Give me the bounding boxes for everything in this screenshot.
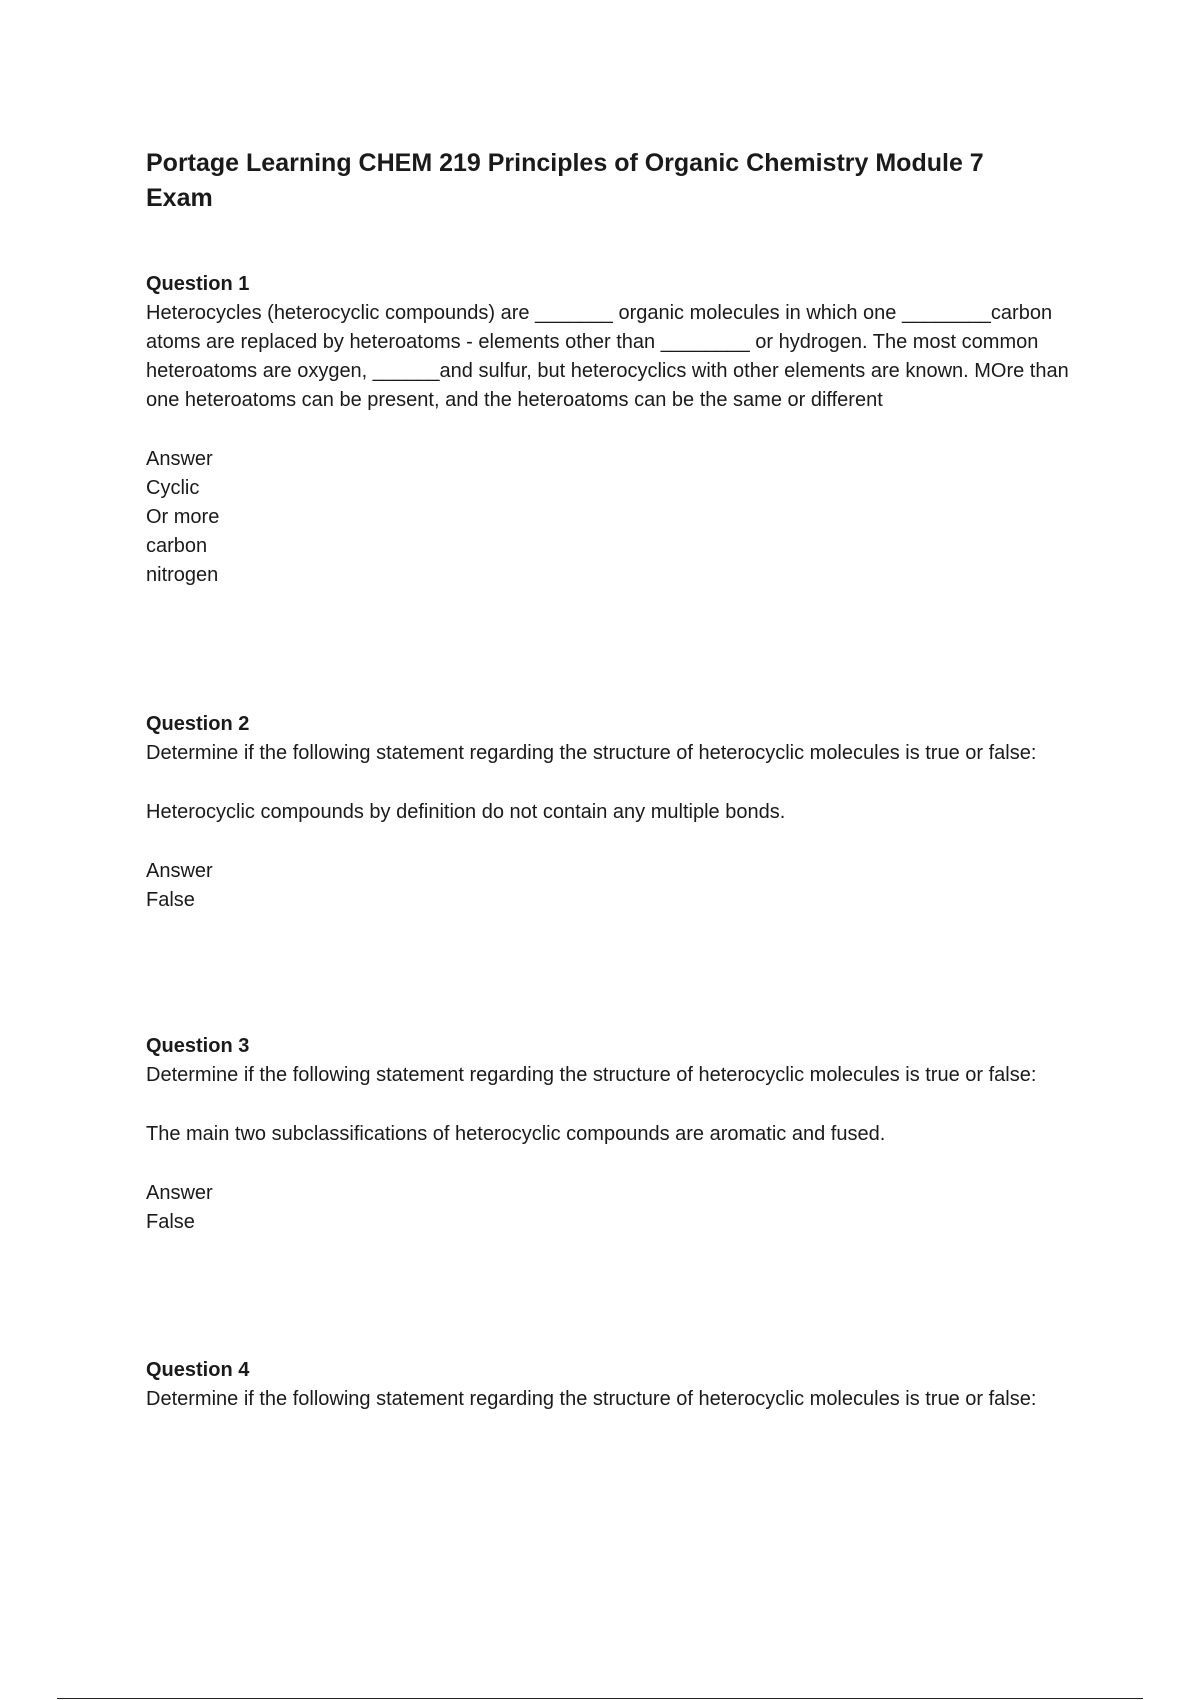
question-text: Determine if the following statement regarding the structure of heterocyclic molecules is true or false:: [146, 1064, 1037, 1086]
question-heading: Question 1: [146, 273, 250, 295]
answer-block: [146, 1179, 1086, 1237]
question-heading: Question 3: [146, 1035, 250, 1057]
answer-label: Answer: [146, 448, 213, 470]
document-title: Portage Learning CHEM 219 Principles of Organic Chemistry Module 7 Exam: [146, 149, 984, 212]
answer-block: [146, 857, 1086, 915]
question-statement: Heterocyclic compounds by definition do not contain any multiple bonds.: [146, 801, 786, 823]
question-1: [146, 270, 1086, 590]
question-text: Heterocycles (heterocyclic compounds) are _______ organic molecules in which one ________carbon atoms are replaced by heteroatoms - elements other than ________ or hydrogen. The most common heteroatoms are oxygen, ______and sulfur, but heterocyclics with other elements are known. MOre than one heteroatoms can be present, and the heteroatoms can be the same or different: [146, 302, 1069, 411]
document-page: [146, 146, 1086, 1410]
question-3: [146, 1032, 1086, 1237]
question-statement: The main two subclassifications of heterocyclic compounds are aromatic and fused.: [146, 1123, 886, 1145]
question-text: Determine if the following statement regarding the structure of heterocyclic molecules is true or false:: [146, 742, 1037, 764]
page-bottom-rule: [57, 1698, 1143, 1699]
answer-item: False: [146, 889, 195, 911]
answer-label: Answer: [146, 1182, 213, 1204]
question-heading: Question 2: [146, 713, 250, 735]
answer-item: False: [146, 1211, 195, 1233]
answer-block: [146, 445, 1086, 590]
answer-item: nitrogen: [146, 564, 219, 586]
answer-label: Answer: [146, 860, 213, 882]
answer-item: carbon: [146, 535, 208, 557]
answer-item: Or more: [146, 506, 220, 528]
question-text: Determine if the following statement regarding the structure of heterocyclic molecules is true or false:: [146, 1388, 1037, 1410]
answer-item: Cyclic: [146, 477, 200, 499]
question-2: [146, 710, 1086, 915]
question-heading: Question 4: [146, 1359, 250, 1381]
question-4: [146, 1356, 1086, 1414]
